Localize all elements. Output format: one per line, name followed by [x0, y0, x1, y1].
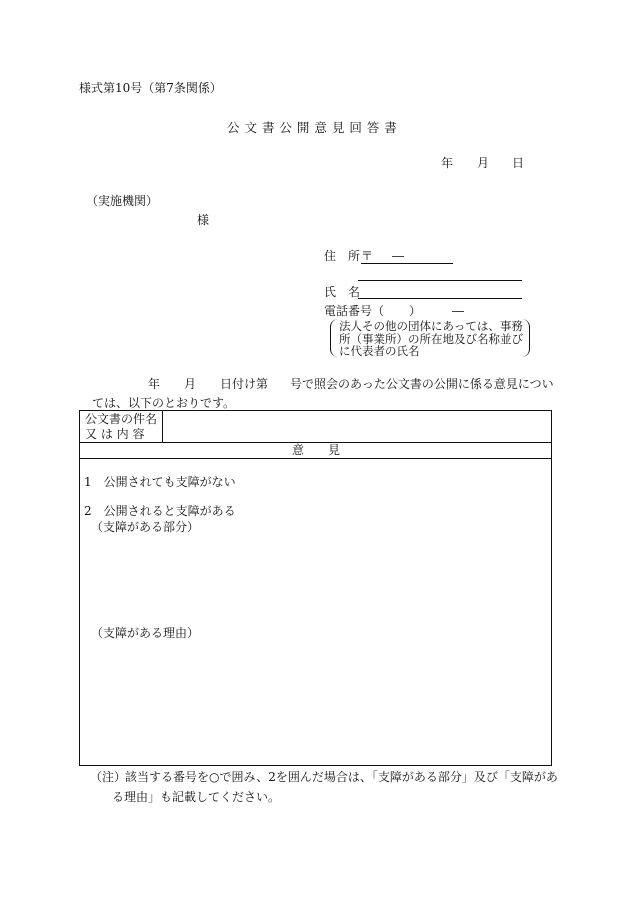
- note-line2: る理由」も記載してください。: [112, 790, 281, 804]
- postal-code-line: [361, 263, 453, 264]
- body-dated-no: 日付け第: [220, 377, 269, 391]
- body-year: 年: [148, 377, 161, 391]
- note-prefix: （注）: [90, 770, 127, 784]
- body-month: 月: [184, 377, 197, 391]
- phone-close: ）: [409, 304, 422, 318]
- option-2: 2 公開されると支障がある: [84, 504, 236, 518]
- note-line1: 該当する番号を○で囲み、2を囲んだ場合は、「支障がある部分」及び「支障があ: [125, 770, 558, 784]
- recipient-honorific: 様: [197, 213, 210, 227]
- header-bottom-line: [80, 458, 551, 459]
- name-label: 氏 名: [324, 285, 361, 299]
- phone-label: 電話番号（: [324, 304, 385, 318]
- phone-dash: ―: [452, 304, 464, 318]
- opinion-table: [79, 410, 552, 766]
- form-number: 様式第10号（第7条関係）: [79, 81, 222, 95]
- opinion-header: 意 見: [292, 443, 341, 457]
- subject-divider: [162, 411, 163, 442]
- postal-mark: 〒: [361, 249, 374, 263]
- date-day: 日: [512, 156, 525, 170]
- reason-label: （支障がある理由）: [91, 626, 200, 640]
- option-1: 1 公開されても支障がない: [84, 475, 236, 489]
- body-text-line1: 号で照会のあった公文書の公開に係る意見につい: [290, 377, 554, 391]
- recipient-label: （実施機関）: [86, 194, 159, 208]
- date-year: 年: [441, 156, 454, 170]
- part-label: （支障がある部分）: [91, 520, 200, 534]
- page-title: 公 文 書 公 開 意 見 回 答 書: [227, 120, 398, 135]
- postal-dash: ―: [392, 249, 404, 263]
- address-label: 住 所: [324, 249, 361, 263]
- address-line: [358, 280, 522, 281]
- corporate-note: 法人その他の団体にあっては、事務所（事業所）の所在地及び名称並びに代表者の氏名: [330, 319, 530, 357]
- name-line: [358, 298, 522, 299]
- date-month: 月: [477, 156, 490, 170]
- body-text-line2: ては、以下のとおりです。: [92, 396, 236, 410]
- subject-label-line1: 公文書の件名: [85, 412, 158, 426]
- subject-label-line2: 又 は 内 容: [85, 427, 145, 441]
